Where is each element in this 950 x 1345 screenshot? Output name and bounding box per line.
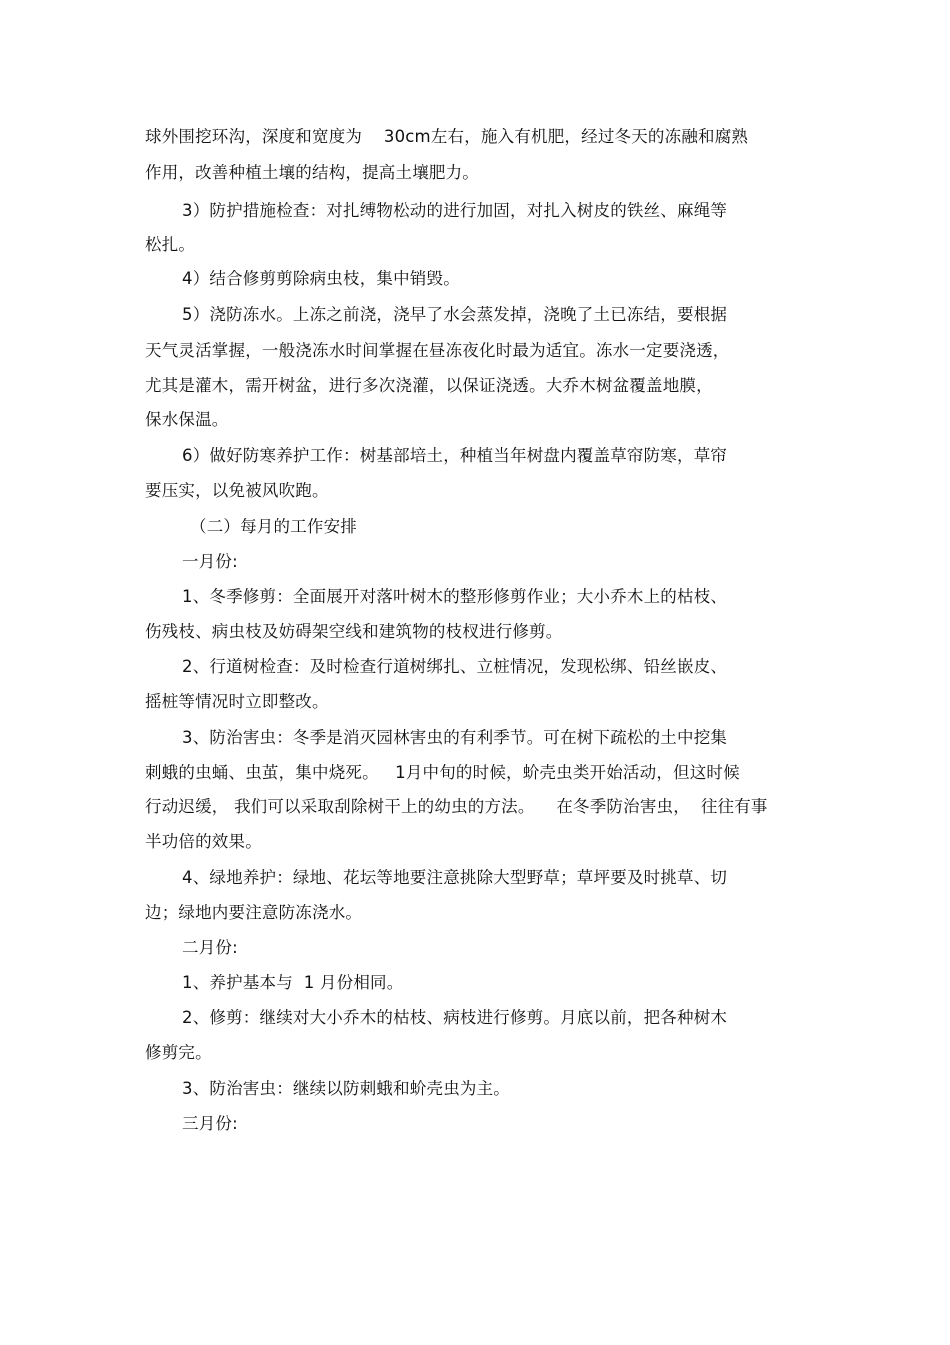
text-line: 3、防治害虫：冬季是消灭园林害虫的有利季节。可在树下疏松的土中挖集 (182, 728, 728, 747)
text-line: 伤残枝、病虫枝及妨碍架空线和建筑物的枝杈进行修剪。 (145, 622, 563, 641)
text-line: 边；绿地内要注意防冻浇水。 (145, 903, 363, 922)
text-line: 2、修剪：继续对大小乔木的枯枝、病枝进行修剪。月底以前，把各种树木 (182, 1008, 728, 1027)
text-line: 松扎。 (145, 235, 196, 254)
text-line: 6）做好防寒养护工作：树基部培土，种植当年树盘内覆盖草帘防寒，草帘 (182, 446, 728, 465)
text-line: 摇桩等情况时立即整改。 (145, 692, 329, 711)
text-line: 1、冬季修剪：全面展开对落叶树木的整形修剪作业；大小乔木上的枯枝、 (182, 587, 728, 606)
text-line: 行动迟缓， 我们可以采取刮除树干上的幼虫的方法。 在冬季防治害虫， 往往有事 (145, 797, 768, 816)
text-line: 4、绿地养护：绿地、花坛等地要注意挑除大型野草；草坪要及时挑草、切 (182, 868, 728, 887)
text-line: 保水保温。 (145, 410, 229, 429)
text-line: 2、行道树检查：及时检查行道树绑扎、立桩情况，发现松绑、铅丝嵌皮、 (182, 657, 728, 676)
text-line: 修剪完。 (145, 1043, 212, 1062)
text-line: 刺蛾的虫蛹、虫茧，集中烧死。 1月中旬的时候，蚧壳虫类开始活动，但这时候 (145, 763, 740, 782)
text-line: 3、防治害虫：继续以防刺蛾和蚧壳虫为主。 (182, 1079, 510, 1098)
text-line: 天气灵活掌握，一般浇冻水时间掌握在昼冻夜化时最为适宜。冻水一定要浇透， (145, 341, 730, 360)
section-heading: （二）每月的工作安排 (190, 517, 357, 536)
text-line: 3）防护措施检查：对扎缚物松动的进行加固，对扎入树皮的铁丝、麻绳等 (182, 201, 728, 220)
text-line: 尤其是灌木，需开树盆，进行多次浇灌，以保证浇透。大乔木树盆覆盖地膜， (145, 376, 713, 395)
text-line: 4）结合修剪剪除病虫枝，集中销毁。 (182, 269, 460, 288)
month-heading: 一月份: (182, 552, 238, 571)
text-line: 要压实，以免被风吹跑。 (145, 481, 329, 500)
text-line: 球外围挖环沟，深度和宽度为 30cm左右，施入有机肥，经过冬天的冻融和腐熟 (145, 127, 749, 146)
text-line: 作用，改善种植土壤的结构，提高土壤肥力。 (145, 163, 479, 182)
text-line: 半功倍的效果。 (145, 832, 262, 851)
text-line: 1、养护基本与 1 月份相同。 (182, 973, 404, 992)
text-line: 5）浇防冻水。上冻之前浇，浇早了水会蒸发掉，浇晚了土已冻结，要根据 (182, 305, 728, 324)
month-heading: 三月份: (182, 1114, 238, 1133)
month-heading: 二月份: (182, 938, 238, 957)
